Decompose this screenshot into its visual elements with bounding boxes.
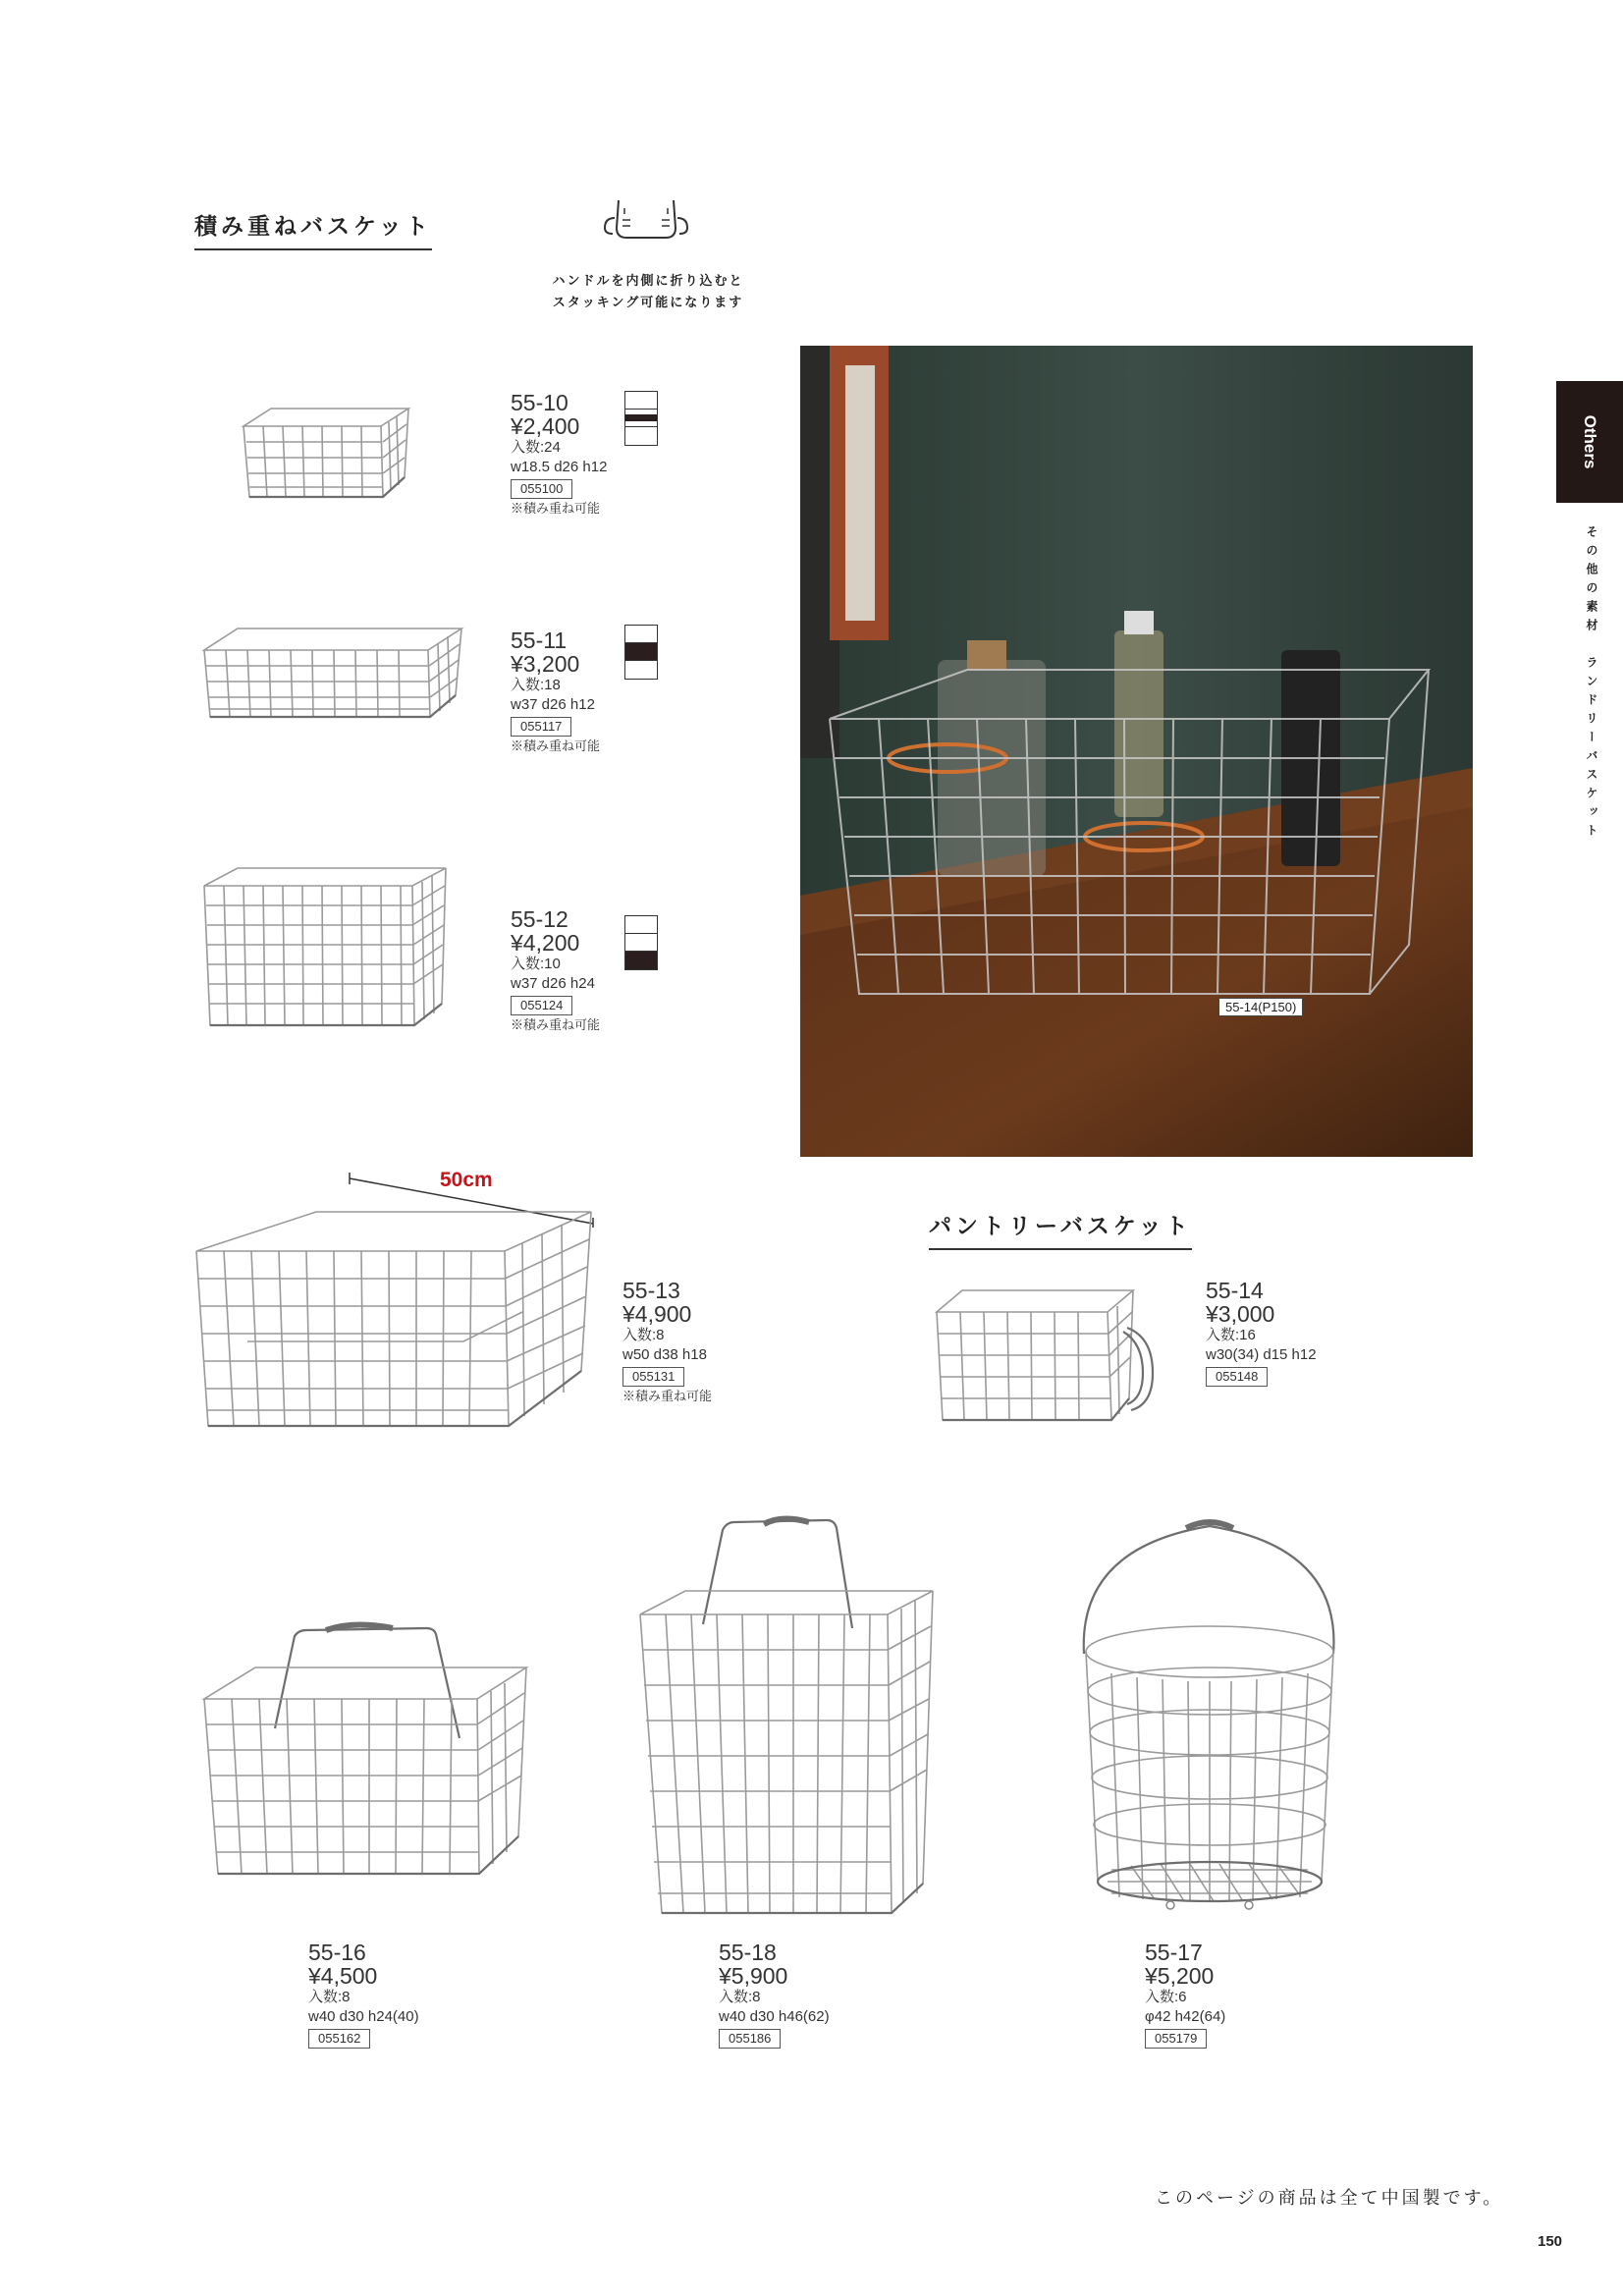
basket-image-55-12 (196, 856, 452, 1035)
product-code: 55-14 (1206, 1278, 1264, 1303)
product-55-16 (308, 1941, 419, 2049)
product-sku: 055100 (511, 479, 572, 499)
product-dims: w30(34) d15 h12 (1206, 1346, 1317, 1363)
product-dims: w37 d26 h24 (511, 975, 595, 992)
dimension-label: 50cm (440, 1169, 493, 1191)
handle-note-line2: スタッキング可能になります (552, 296, 744, 310)
lifestyle-photo (800, 346, 1473, 1157)
product-price: ¥2,400 (511, 413, 580, 439)
product-qty: 入数:6 (1145, 1989, 1187, 2005)
product-price: ¥4,200 (511, 930, 580, 956)
basket-image-55-16 (196, 1601, 534, 1882)
page-number: 150 (1538, 2233, 1563, 2250)
product-sku: 055131 (622, 1367, 684, 1387)
product-sku: 055179 (1145, 2029, 1207, 2049)
product-price: ¥4,900 (622, 1301, 692, 1327)
product-qty: 入数:8 (308, 1989, 351, 2005)
handle-fold-diagram (595, 192, 697, 255)
product-55-12 (511, 907, 600, 1035)
product-dims: w40 d30 h46(62) (719, 2008, 830, 2025)
product-55-17 (1145, 1941, 1225, 2049)
product-note: ※積み重ね可能 (511, 501, 601, 516)
product-note: ※積み重ね可能 (622, 1389, 713, 1403)
product-qty: 入数:8 (719, 1989, 761, 2005)
product-price: ¥3,200 (511, 651, 580, 677)
handle-note (530, 271, 766, 314)
product-sku: 055148 (1206, 1367, 1268, 1387)
product-55-11 (511, 629, 600, 756)
product-sku: 055162 (308, 2029, 370, 2049)
basket-image-55-17 (1072, 1508, 1347, 1919)
section-title-stacking: 積み重ねバスケット (194, 208, 432, 250)
product-sku: 055124 (511, 996, 572, 1015)
product-code: 55-12 (511, 906, 568, 932)
product-qty: 入数:10 (511, 956, 561, 972)
side-tab-others[interactable] (1556, 381, 1623, 503)
product-price: ¥4,500 (308, 1963, 378, 1989)
product-dims: w18.5 d26 h12 (511, 459, 608, 475)
photo-label: 55-14(P150) (1218, 998, 1303, 1016)
basket-image-55-14 (931, 1283, 1159, 1428)
product-55-18 (719, 1941, 830, 2049)
stack-indicator-55-10 (624, 391, 658, 446)
product-sku: 055186 (719, 2029, 781, 2049)
basket-image-55-13 (189, 1204, 601, 1434)
product-sku: 055117 (511, 717, 571, 737)
section-title-pantry: パントリーバスケット (929, 1208, 1192, 1250)
product-qty: 入数:24 (511, 439, 561, 456)
product-dims: w37 d26 h12 (511, 696, 595, 713)
product-dims: w40 d30 h24(40) (308, 2008, 419, 2025)
side-tab-label: Others (1581, 414, 1599, 469)
product-55-10 (511, 391, 607, 519)
product-price: ¥5,900 (719, 1963, 788, 1989)
stack-indicator-55-12 (624, 915, 658, 970)
product-note: ※積み重ね可能 (511, 738, 601, 753)
product-code: 55-16 (308, 1940, 366, 1965)
basket-image-55-11 (196, 611, 471, 727)
product-qty: 入数:18 (511, 677, 561, 693)
product-price: ¥3,000 (1206, 1301, 1275, 1327)
product-code: 55-10 (511, 390, 568, 415)
product-code: 55-17 (1145, 1940, 1203, 1965)
product-code: 55-11 (511, 628, 568, 653)
basket-image-55-10 (236, 391, 412, 507)
footer-origin-note: このページの商品は全て中国製です。 (1155, 2188, 1504, 2209)
product-qty: 入数:16 (1206, 1327, 1256, 1343)
product-code: 55-18 (719, 1940, 777, 1965)
product-price: ¥5,200 (1145, 1963, 1215, 1989)
side-category-text: その他の素材 ランドリーバスケット (1585, 525, 1598, 843)
product-dims: w50 d38 h18 (622, 1346, 707, 1363)
product-note: ※積み重ね可能 (511, 1017, 601, 1032)
product-55-14 (1206, 1279, 1317, 1387)
handle-note-line1: ハンドルを内側に折り込むと (552, 274, 744, 289)
product-qty: 入数:8 (622, 1327, 665, 1343)
product-dims: φ42 h42(64) (1145, 2008, 1226, 2025)
stack-indicator-55-11 (624, 625, 658, 680)
product-55-13 (622, 1279, 712, 1406)
basket-image-55-18 (634, 1512, 941, 1919)
product-code: 55-13 (622, 1278, 680, 1303)
